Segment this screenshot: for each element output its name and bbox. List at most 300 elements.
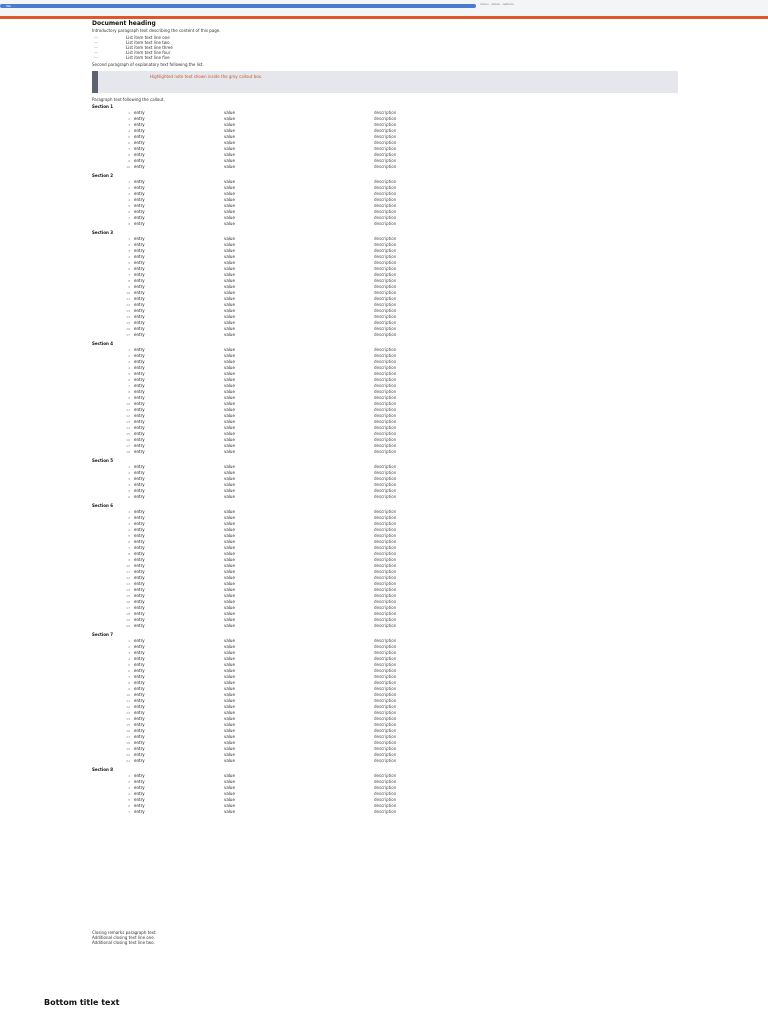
row-value: value [224, 197, 235, 202]
row-number: 7 [128, 810, 130, 814]
row-description: description [374, 488, 397, 493]
row-description: description [374, 509, 397, 514]
row-value: value [224, 563, 235, 568]
row-number: 2 [128, 354, 130, 358]
row-number: 3 [128, 360, 130, 364]
row-value: value [224, 389, 235, 394]
row-description: description [374, 563, 397, 568]
row-description: description [374, 557, 397, 562]
row-description: description [374, 449, 397, 454]
row-description: description [374, 407, 397, 412]
row-entry: entry [134, 644, 145, 649]
row-number: 6 [128, 210, 130, 214]
row-value: value [224, 809, 235, 814]
row-description: description [374, 704, 397, 709]
row-entry: entry [134, 266, 145, 271]
row-value: value [224, 215, 235, 220]
row-description: description [374, 221, 397, 226]
row-description: description [374, 197, 397, 202]
row-description: description [374, 134, 397, 139]
row-description: description [374, 791, 397, 796]
footer-line: Closing remarks paragraph text. [92, 930, 157, 935]
row-description: description [374, 716, 397, 721]
row-entry: entry [134, 209, 145, 214]
table-row [92, 332, 678, 338]
row-entry: entry [134, 746, 145, 751]
row-entry: entry [134, 605, 145, 610]
row-entry: entry [134, 431, 145, 436]
row-number: 15 [126, 432, 130, 436]
row-description: description [374, 185, 397, 190]
row-entry: entry [134, 515, 145, 520]
row-number: 8 [128, 390, 130, 394]
row-value: value [224, 533, 235, 538]
row-number: 2 [128, 186, 130, 190]
row-value: value [224, 254, 235, 259]
row-value: value [224, 803, 235, 808]
row-number: 13 [126, 711, 130, 715]
row-number: 6 [128, 267, 130, 271]
row-number: 18 [126, 741, 130, 745]
row-entry: entry [134, 488, 145, 493]
row-number: 14 [126, 426, 130, 430]
row-value: value [224, 395, 235, 400]
row-entry: entry [134, 803, 145, 808]
row-number: 10 [126, 693, 130, 697]
row-description: description [374, 551, 397, 556]
accent-bar [0, 16, 768, 19]
row-number: 11 [126, 297, 130, 301]
row-entry: entry [134, 668, 145, 673]
row-value: value [224, 728, 235, 733]
toolbar-items[interactable]: menu · share · options [480, 2, 514, 6]
row-number: 12 [126, 576, 130, 580]
row-entry: entry [134, 242, 145, 247]
row-number: 6 [128, 540, 130, 544]
row-number: 5 [128, 204, 130, 208]
row-number: 4 [128, 657, 130, 661]
row-description: description [374, 146, 397, 151]
row-value: value [224, 146, 235, 151]
row-value: value [224, 734, 235, 739]
list-item: — List item text line two [92, 40, 678, 45]
row-number: 3 [128, 123, 130, 127]
row-value: value [224, 164, 235, 169]
section-title: Section 5 [92, 458, 114, 463]
row-number: 5 [128, 663, 130, 667]
row-description: description [374, 605, 397, 610]
row-entry: entry [134, 290, 145, 295]
row-entry: entry [134, 260, 145, 265]
row-number: 2 [128, 471, 130, 475]
row-number: 4 [128, 366, 130, 370]
row-entry: entry [134, 122, 145, 127]
section-title: Section 7 [92, 632, 114, 637]
row-value: value [224, 326, 235, 331]
row-value: value [224, 527, 235, 532]
row-value: value [224, 134, 235, 139]
row-description: description [374, 746, 397, 751]
row-number: 9 [128, 159, 130, 163]
row-number: 6 [128, 378, 130, 382]
row-description: description [374, 191, 397, 196]
row-value: value [224, 314, 235, 319]
row-description: description [374, 179, 397, 184]
section-title: Section 1 [92, 104, 114, 109]
row-description: description [374, 686, 397, 691]
row-value: value [224, 494, 235, 499]
row-value: value [224, 365, 235, 370]
row-entry: entry [134, 740, 145, 745]
table-row [92, 449, 678, 455]
row-value: value [224, 371, 235, 376]
row-entry: entry [134, 563, 145, 568]
row-value: value [224, 116, 235, 121]
row-entry: entry [134, 464, 145, 469]
row-value: value [224, 704, 235, 709]
row-description: description [374, 248, 397, 253]
row-number: 16 [126, 600, 130, 604]
section-block [52, 767, 678, 815]
row-number: 13 [126, 582, 130, 586]
row-value: value [224, 122, 235, 127]
row-value: value [224, 593, 235, 598]
row-number: 2 [128, 516, 130, 520]
row-entry: entry [134, 146, 145, 151]
row-number: 1 [128, 111, 130, 115]
row-description: description [374, 593, 397, 598]
row-value: value [224, 377, 235, 382]
section-block [52, 341, 678, 455]
table-row [92, 758, 678, 764]
row-entry: entry [134, 152, 145, 157]
row-number: 20 [126, 753, 130, 757]
row-description: description [374, 515, 397, 520]
row-entry: entry [134, 494, 145, 499]
row-number: 12 [126, 303, 130, 307]
row-entry: entry [134, 221, 145, 226]
row-description: description [374, 650, 397, 655]
row-entry: entry [134, 482, 145, 487]
row-number: 3 [128, 651, 130, 655]
row-entry: entry [134, 521, 145, 526]
row-number: 3 [128, 249, 130, 253]
row-entry: entry [134, 716, 145, 721]
tab-strip[interactable] [0, 4, 476, 8]
row-description: description [374, 674, 397, 679]
row-entry: entry [134, 332, 145, 337]
row-number: 5 [128, 798, 130, 802]
row-description: description [374, 638, 397, 643]
row-value: value [224, 746, 235, 751]
row-description: description [374, 164, 397, 169]
row-value: value [224, 551, 235, 556]
row-number: 2 [128, 645, 130, 649]
row-entry: entry [134, 779, 145, 784]
row-number: 6 [128, 141, 130, 145]
row-value: value [224, 179, 235, 184]
row-entry: entry [134, 134, 145, 139]
row-value: value [224, 587, 235, 592]
row-value: value [224, 332, 235, 337]
row-value: value [224, 557, 235, 562]
row-description: description [374, 377, 397, 382]
row-entry: entry [134, 395, 145, 400]
row-value: value [224, 320, 235, 325]
row-entry: entry [134, 599, 145, 604]
row-value: value [224, 605, 235, 610]
row-entry: entry [134, 425, 145, 430]
row-description: description [374, 644, 397, 649]
row-number: 2 [128, 117, 130, 121]
row-number: 13 [126, 420, 130, 424]
row-entry: entry [134, 236, 145, 241]
row-entry: entry [134, 179, 145, 184]
sections-container [92, 104, 678, 815]
row-entry: entry [134, 785, 145, 790]
section-block [52, 503, 678, 629]
row-value: value [224, 698, 235, 703]
row-number: 14 [126, 588, 130, 592]
row-entry: entry [134, 557, 145, 562]
row-value: value [224, 284, 235, 289]
row-number: 2 [128, 243, 130, 247]
row-value: value [224, 383, 235, 388]
row-entry: entry [134, 791, 145, 796]
row-value: value [224, 296, 235, 301]
row-description: description [374, 209, 397, 214]
row-entry: entry [134, 593, 145, 598]
row-value: value [224, 110, 235, 115]
row-entry: entry [134, 773, 145, 778]
row-description: description [374, 365, 397, 370]
row-entry: entry [134, 476, 145, 481]
row-description: description [374, 758, 397, 763]
row-description: description [374, 710, 397, 715]
browser-toolbar [0, 0, 768, 16]
row-number: 1 [128, 348, 130, 352]
row-value: value [224, 611, 235, 616]
row-description: description [374, 326, 397, 331]
row-description: description [374, 464, 397, 469]
row-description: description [374, 308, 397, 313]
table-row [92, 623, 678, 629]
row-number: 7 [128, 384, 130, 388]
row-number: 17 [126, 735, 130, 739]
row-value: value [224, 203, 235, 208]
row-description: description [374, 302, 397, 307]
row-number: 11 [126, 408, 130, 412]
row-entry: entry [134, 797, 145, 802]
row-entry: entry [134, 407, 145, 412]
row-description: description [374, 527, 397, 532]
row-description: description [374, 413, 397, 418]
row-number: 6 [128, 804, 130, 808]
row-entry: entry [134, 197, 145, 202]
row-entry: entry [134, 272, 145, 277]
row-number: 7 [128, 216, 130, 220]
row-entry: entry [134, 710, 145, 715]
row-number: 10 [126, 402, 130, 406]
row-description: description [374, 122, 397, 127]
row-value: value [224, 359, 235, 364]
row-description: description [374, 722, 397, 727]
table-row [92, 221, 678, 227]
row-number: 3 [128, 477, 130, 481]
row-entry: entry [134, 539, 145, 544]
row-value: value [224, 191, 235, 196]
section-title: Section 6 [92, 503, 114, 508]
row-value: value [224, 599, 235, 604]
row-description: description [374, 314, 397, 319]
row-number: 4 [128, 528, 130, 532]
row-number: 10 [126, 291, 130, 295]
row-description: description [374, 779, 397, 784]
row-number: 20 [126, 624, 130, 628]
row-number: 10 [126, 165, 130, 169]
row-value: value [224, 722, 235, 727]
row-value: value [224, 509, 235, 514]
row-number: 5 [128, 135, 130, 139]
row-value: value [224, 752, 235, 757]
row-number: 15 [126, 321, 130, 325]
row-value: value [224, 773, 235, 778]
row-value: value [224, 716, 235, 721]
list-item: — List item text line three [92, 45, 678, 50]
row-description: description [374, 809, 397, 814]
row-value: value [224, 158, 235, 163]
row-entry: entry [134, 752, 145, 757]
row-number: 5 [128, 261, 130, 265]
row-value: value [224, 575, 235, 580]
row-entry: entry [134, 110, 145, 115]
row-value: value [224, 470, 235, 475]
row-number: 5 [128, 372, 130, 376]
row-description: description [374, 443, 397, 448]
tab-label[interactable]: Tab [6, 4, 12, 8]
row-description: description [374, 470, 397, 475]
row-entry: entry [134, 326, 145, 331]
row-value: value [224, 425, 235, 430]
row-value: value [224, 617, 235, 622]
row-description: description [374, 797, 397, 802]
row-entry: entry [134, 650, 145, 655]
table-row [92, 494, 678, 500]
row-value: value [224, 758, 235, 763]
row-value: value [224, 353, 235, 358]
row-entry: entry [134, 527, 145, 532]
row-description: description [374, 371, 397, 376]
row-number: 4 [128, 792, 130, 796]
row-value: value [224, 623, 235, 628]
row-value: value [224, 413, 235, 418]
row-description: description [374, 569, 397, 574]
row-number: 8 [128, 153, 130, 157]
row-description: description [374, 437, 397, 442]
row-entry: entry [134, 278, 145, 283]
row-value: value [224, 302, 235, 307]
section-block [52, 632, 678, 764]
row-entry: entry [134, 692, 145, 697]
row-value: value [224, 662, 235, 667]
row-number: 12 [126, 705, 130, 709]
row-entry: entry [134, 533, 145, 538]
row-entry: entry [134, 314, 145, 319]
row-description: description [374, 752, 397, 757]
row-entry: entry [134, 611, 145, 616]
row-number: 15 [126, 594, 130, 598]
row-description: description [374, 617, 397, 622]
row-entry: entry [134, 164, 145, 169]
row-value: value [224, 476, 235, 481]
row-entry: entry [134, 809, 145, 814]
row-entry: entry [134, 296, 145, 301]
row-entry: entry [134, 116, 145, 121]
row-entry: entry [134, 413, 145, 418]
row-number: 13 [126, 309, 130, 313]
row-number: 16 [126, 729, 130, 733]
row-number: 6 [128, 669, 130, 673]
row-entry: entry [134, 377, 145, 382]
row-value: value [224, 407, 235, 412]
row-description: description [374, 734, 397, 739]
row-number: 1 [128, 774, 130, 778]
row-number: 17 [126, 333, 130, 337]
row-description: description [374, 266, 397, 271]
row-entry: entry [134, 371, 145, 376]
row-value: value [224, 674, 235, 679]
table-row [92, 809, 678, 815]
row-number: 4 [128, 129, 130, 133]
row-number: 2 [128, 780, 130, 784]
row-description: description [374, 116, 397, 121]
row-value: value [224, 488, 235, 493]
row-value: value [224, 581, 235, 586]
row-description: description [374, 581, 397, 586]
row-value: value [224, 692, 235, 697]
table-row [92, 164, 678, 170]
row-description: description [374, 425, 397, 430]
row-entry: entry [134, 389, 145, 394]
paragraph-2: Second paragraph of explanatory text following the list. [92, 62, 204, 67]
row-entry: entry [134, 638, 145, 643]
bottom-title: Bottom title text [44, 998, 120, 1007]
row-value: value [224, 347, 235, 352]
row-value: value [224, 464, 235, 469]
row-number: 17 [126, 444, 130, 448]
row-description: description [374, 140, 397, 145]
row-description: description [374, 482, 397, 487]
row-description: description [374, 359, 397, 364]
row-number: 7 [128, 675, 130, 679]
row-entry: entry [134, 680, 145, 685]
row-value: value [224, 680, 235, 685]
row-entry: entry [134, 674, 145, 679]
row-description: description [374, 260, 397, 265]
row-value: value [224, 656, 235, 661]
row-value: value [224, 209, 235, 214]
row-number: 7 [128, 546, 130, 550]
row-value: value [224, 668, 235, 673]
row-value: value [224, 443, 235, 448]
row-value: value [224, 242, 235, 247]
row-entry: entry [134, 185, 145, 190]
row-number: 1 [128, 180, 130, 184]
row-description: description [374, 476, 397, 481]
row-number: 18 [126, 450, 130, 454]
row-entry: entry [134, 470, 145, 475]
row-number: 6 [128, 495, 130, 499]
